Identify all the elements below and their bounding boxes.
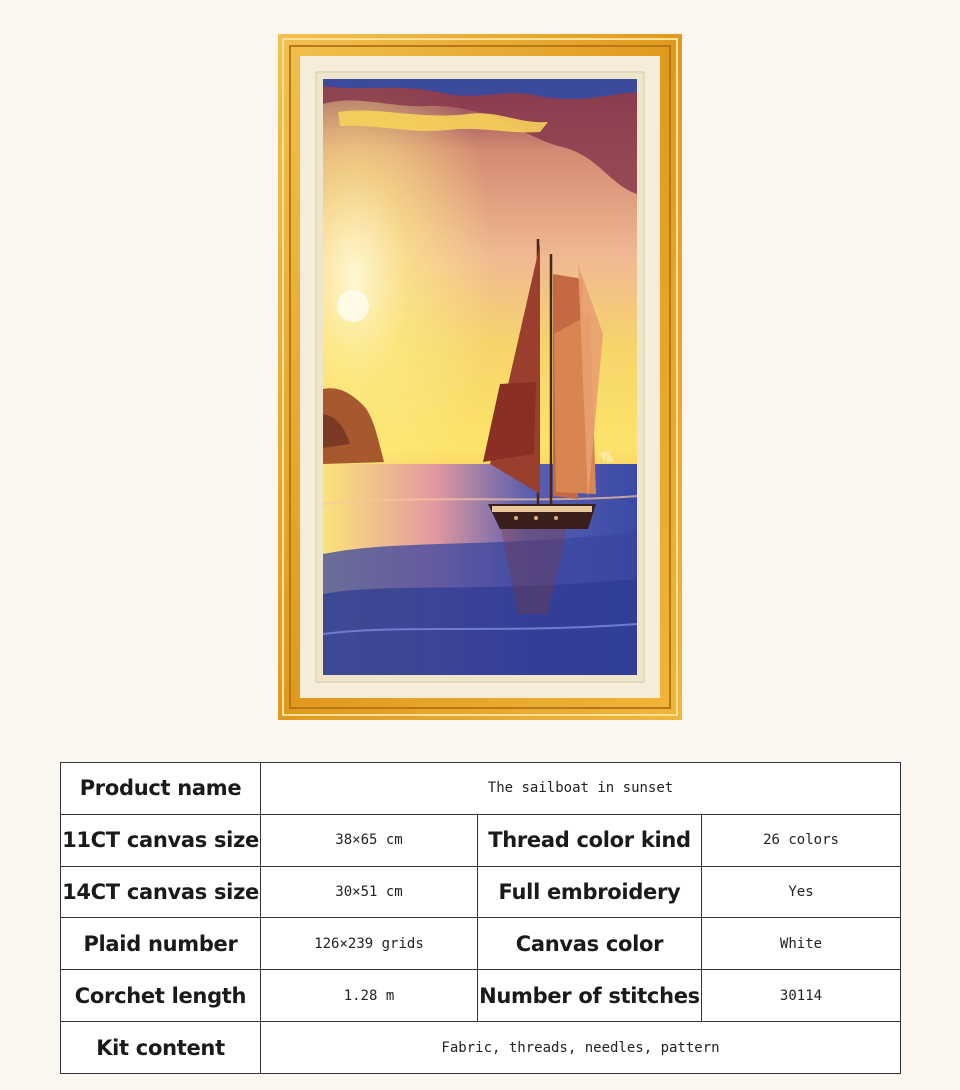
- product-name-value: The sailboat in sunset: [261, 763, 901, 815]
- kit-content-value: Fabric, threads, needles, pattern: [261, 1022, 901, 1074]
- canvas-14ct-label: 14CT canvas size: [61, 866, 261, 918]
- canvas-color-value: White: [702, 918, 901, 970]
- canvas-14ct-value: 30×51 cm: [261, 866, 478, 918]
- product-name-label: Product name: [61, 763, 261, 815]
- number-of-stitches-value: 30114: [702, 970, 901, 1022]
- table-row: [61, 866, 901, 918]
- table-row: [61, 814, 901, 866]
- table-row: [61, 970, 901, 1022]
- corchet-length-value: 1.28 m: [261, 970, 478, 1022]
- corchet-length-label: Corchet length: [61, 970, 261, 1022]
- canvas-11ct-label: 11CT canvas size: [61, 814, 261, 866]
- full-embroidery-label: Full embroidery: [478, 866, 702, 918]
- number-of-stitches-label: Number of stitches: [478, 970, 702, 1022]
- canvas-color-label: Canvas color: [478, 918, 702, 970]
- full-embroidery-value: Yes: [702, 866, 901, 918]
- product-spec-table: [60, 762, 901, 1074]
- thread-color-kind-label: Thread color kind: [478, 814, 702, 866]
- thread-color-kind-value: 26 colors: [702, 814, 901, 866]
- plaid-number-value: 126×239 grids: [261, 918, 478, 970]
- kit-content-label: Kit content: [61, 1022, 261, 1074]
- table-row: [61, 918, 901, 970]
- table-row: [61, 1022, 901, 1074]
- framed-artwork: [278, 34, 682, 720]
- canvas-11ct-value: 38×65 cm: [261, 814, 478, 866]
- plaid-number-label: Plaid number: [61, 918, 261, 970]
- table-row: [61, 763, 901, 815]
- sailboat-sunset-icon: [278, 34, 682, 720]
